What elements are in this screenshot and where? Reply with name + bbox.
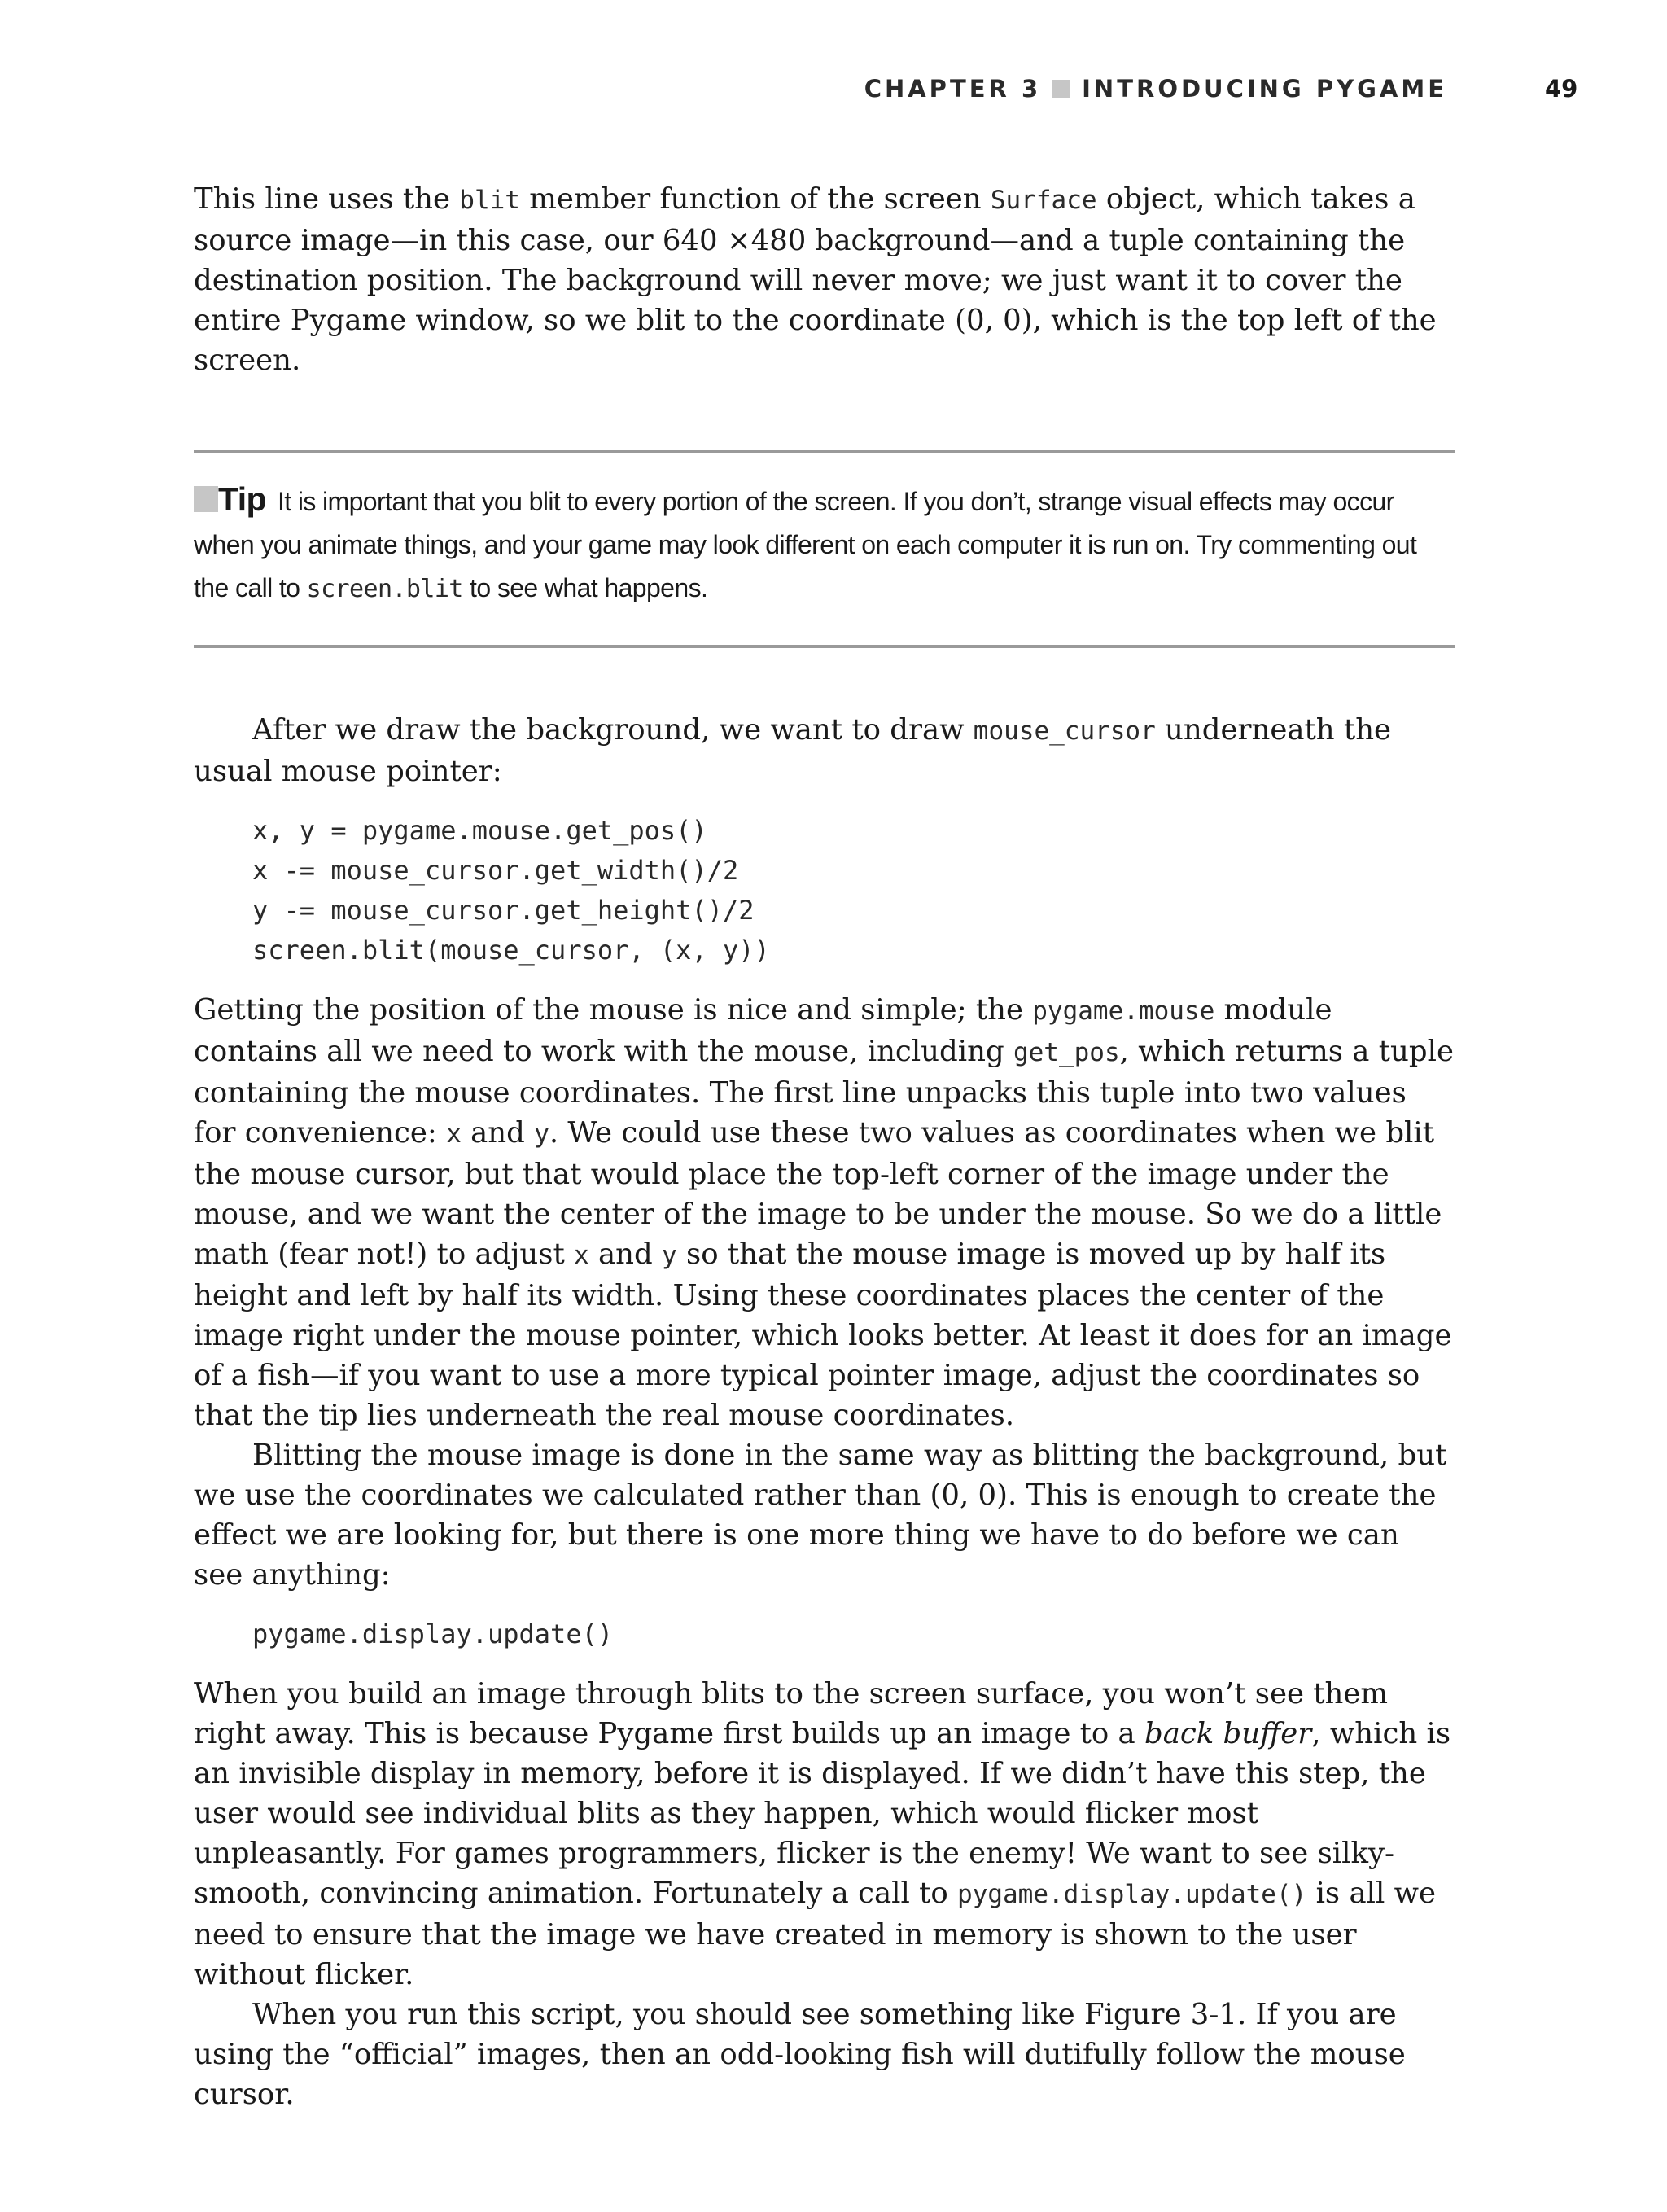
text-run: . We could use these two values as coordinates when we blit the mouse cursor, but that would place the top-left corner of the image under the mouse, and we want the center of the image to be under the mouse. So we do a little math (fear not!) to adjust	[194, 1116, 1442, 1271]
tip-text	[194, 478, 1455, 611]
code-block-display-update	[252, 1614, 1455, 1654]
paragraph-run-script: When you run this script, you should see something like Figure 3-1. If you are using the “official” images, then an odd-looking fish will dutifully follow the mouse cursor.	[194, 1998, 1406, 2111]
inline-code: pygame.mouse	[1032, 996, 1215, 1026]
tip-marker-icon	[194, 486, 218, 512]
inline-code: Surface	[990, 186, 1097, 215]
paragraph-blit-explanation	[194, 179, 1455, 380]
inline-code: x	[446, 1119, 462, 1149]
text-run: member function of the screen	[519, 182, 991, 216]
inline-code: mouse_cursor	[973, 716, 1156, 746]
text-run: When you build an image through blits to the screen surface, you won’t see them right away. This is because Pygame first builds up an image to a	[194, 1677, 1389, 1750]
running-header	[0, 75, 1667, 107]
page-body	[194, 179, 1455, 2114]
code-line: x, y = pygame.mouse.get_pos()	[252, 815, 707, 846]
inline-code: pygame.display.update()	[957, 1880, 1307, 1909]
inline-code: blit	[459, 186, 520, 215]
chapter-label: CHAPTER 3	[864, 75, 1042, 103]
text-run: and	[588, 1237, 663, 1271]
text-run: , which returns a tuple containing the mouse coordinates. The first line unpacks this tuple into two values for convenience:	[194, 1035, 1454, 1150]
page-number: 49	[1545, 75, 1578, 103]
text-run: so that the mouse image is moved up by half its height and left by half its width. Using these coordinates places the center of the image right under the mouse pointer, which looks better. At least it does for an image of a fish—if you want to use a more typical pointer image, adjust the coordinates so that the tip lies underneath the real mouse coordinates.	[194, 1237, 1452, 1432]
paragraph-mouse-position	[194, 990, 1455, 1435]
separator-square-icon	[1052, 80, 1070, 98]
tip-label: Tip	[218, 480, 266, 518]
inline-code: x	[574, 1241, 589, 1270]
text-run: is all we need to ensure that the image we have created in memory is shown to the user without flicker.	[194, 1877, 1436, 1991]
text-run: and	[461, 1116, 535, 1150]
inline-code: y	[534, 1119, 549, 1149]
text-run: to see what happens.	[462, 573, 708, 602]
paragraph-blitting-mouse: Blitting the mouse image is done in the same way as blitting the background, but we use the coordinates we calculated rather than (0, 0). This is enough to create the effect we are looking for, but there is one more thing we have to do before we can see anything:	[194, 1439, 1447, 1592]
text-run: underneath the usual mouse pointer:	[194, 713, 1392, 788]
text-run: object, which takes a source image—in this case, our 640 ×480 background—and a tuple containing the destination position. The background will never move; we just want it to cover the entire Pygame window, so we blit to the coordinate (0, 0), which is the top left of the screen.	[194, 182, 1437, 377]
text-run: module contains all we need to work with the mouse, including	[194, 993, 1332, 1068]
text-run: , which is an invisible display in memory, before it is displayed. If we didn’t have this step, the user would see individual blits as they happen, which would flicker most unpleasantly. For games programmers, flicker is the enemy! We want to see silky-smooth, convincing animation. Fortunately a call to	[194, 1717, 1451, 1910]
code-line: pygame.display.update()	[252, 1618, 614, 1649]
text-run: Getting the position of the mouse is nice and simple; the	[194, 993, 1033, 1027]
code-line: screen.blit(mouse_cursor, (x, y))	[252, 935, 770, 966]
text-run: After we draw the background, we want to draw	[252, 713, 974, 747]
code-line: x -= mouse_cursor.get_width()/2	[252, 855, 739, 886]
code-line: y -= mouse_cursor.get_height()/2	[252, 895, 755, 926]
text-run: It is important that you blit to every portion of the screen. If you don’t, strange visual effects may occur when you animate things, and your game may look different on each computer it is run on. Try commenting out the call to	[194, 487, 1417, 602]
text-run: This line uses the	[194, 182, 460, 216]
paragraph-back-buffer	[194, 1674, 1455, 1995]
paragraph-draw-cursor	[194, 710, 1455, 791]
chapter-title: INTRODUCING PYGAME	[1082, 75, 1447, 103]
tip-box	[194, 450, 1455, 648]
running-head	[864, 75, 1447, 103]
inline-code: get_pos	[1013, 1038, 1120, 1067]
inline-code: y	[662, 1241, 677, 1270]
code-block-mouse-position	[252, 811, 1455, 970]
inline-code: screen.blit	[306, 575, 463, 603]
emphasis-term: back buffer	[1144, 1717, 1312, 1750]
